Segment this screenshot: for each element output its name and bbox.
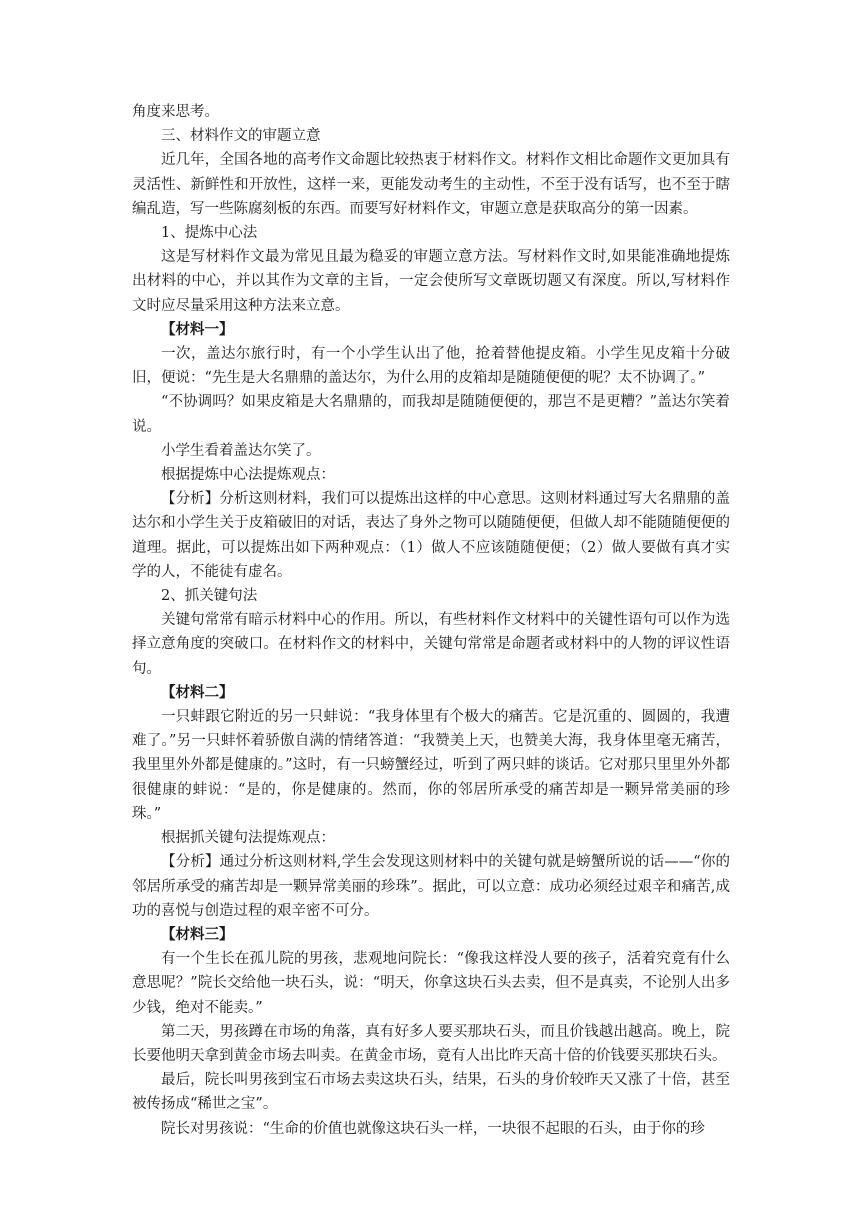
paragraph-continuation: 角度来思考。 <box>132 104 219 120</box>
subheading-method-2: 2、抓关键句法 <box>161 588 258 605</box>
material-label-3: 【材料三】 <box>161 925 234 943</box>
document-page <box>132 100 730 1141</box>
paragraph: 这是写材料作文最为常见且最为稳妥的审题立意方法。写材料作文时,如果能准确地提炼出材料的中心，并以其作为文章的主旨，一定会使所写文章既切题又有深度。所以,写材料作文时应尽量采用这种方法来立意。 <box>132 249 730 314</box>
section-heading-3: 三、材料作文的审题立意 <box>161 128 321 145</box>
analysis-paragraph: 【分析】通过分析这则材料,学生会发现这则材料中的关键句就是螃蟹所说的话——“你的邻居所承受的痛苦却是一颗异常美丽的珍珠”。据此，可以立意：成功必须经过艰辛和痛苦,成功的喜悦与创造过程的艰辛密不可分。 <box>132 854 730 919</box>
paragraph: 最后，院长叫男孩到宝石市场去卖这块石头，结果，石头的身价较昨天又涨了十倍，甚至被传扬成“稀世之宝”。 <box>132 1072 730 1113</box>
subheading-method-1: 1、提炼中心法 <box>161 225 258 242</box>
paragraph: 一次，盖达尔旅行时，有一个小学生认出了他，抢着替他提皮箱。小学生见皮箱十分破旧，便说：“先生是大名鼎鼎的盖达尔，为什么用的皮箱却是随随便便的呢？太不协调了。” <box>132 346 730 387</box>
paragraph: 第二天，男孩蹲在市场的角落，真有好多人要买那块石头，而且价钱越出越高。晚上，院长要他明天拿到黄金市场去叫卖。在黄金市场，竟有人出比昨天高十倍的价钱要买那块石头。 <box>132 1023 730 1064</box>
paragraph: “不协调吗？如果皮箱是大名鼎鼎的，而我却是随随便便的，那岂不是更糟？”盖达尔笑着说。 <box>132 394 730 435</box>
material-label-1: 【材料一】 <box>161 320 234 338</box>
paragraph: 有一个生长在孤儿院的男孩，悲观地问院长：“像我这样没人要的孩子，活着究竟有什么意思呢？”院长交给他一块石头，说：“明天，你拿这块石头去卖，但不是真卖，不论别人出多少钱，绝对不能卖。” <box>132 951 730 1016</box>
paragraph: 根据抓关键句法提炼观点： <box>161 830 335 847</box>
paragraph: 根据提炼中心法提炼观点： <box>161 467 335 484</box>
paragraph: 一只蚌跟它附近的另一只蚌说：“我身体里有个极大的痛苦。它是沉重的、圆圆的，我遭难了。”另一只蚌怀着骄傲自满的情绪答道：“我赞美上天，也赞美大海，我身体里毫无痛苦，我里里外外都是健康的。”这时，有一只螃蟹经过，听到了两只蚌的谈话。它对那只里里外外都很健康的蚌说：“是的，你是健康的。然而，你的邻居所承受的痛苦却是一颗异常美丽的珍珠。” <box>132 709 730 822</box>
material-label-2: 【材料二】 <box>161 683 234 701</box>
paragraph: 小学生看着盖达尔笑了。 <box>161 442 321 459</box>
paragraph-truncated: 院长对男孩说：“生命的价值也就像这块石头一样，一块很不起眼的石头，由于你的珍 <box>161 1120 705 1137</box>
paragraph: 近几年，全国各地的高考作文命题比较热衷于材料作文。材料作文相比命题作文更加具有灵活性、新鲜性和开放性，这样一来，更能发动考生的主动性，不至于没有话写，也不至于瞎编乱造，写一些陈腐刻板的东西。而要写好材料作文，审题立意是获取高分的第一因素。 <box>132 152 730 217</box>
paragraph: 关键句常常有暗示材料中心的作用。所以，有些材料作文材料中的关键性语句可以作为选择立意角度的突破口。在材料作文的材料中，关键句常常是命题者或材料中的人物的评议性语句。 <box>132 612 730 677</box>
analysis-paragraph: 【分析】分析这则材料，我们可以提炼出这样的中心意思。这则材料通过写大名鼎鼎的盖达尔和小学生关于皮箱破旧的对话，表达了身外之物可以随随便便，但做人却不能随随便便的道理。据此，可以提炼出如下两种观点：（1）做人不应该随随便便；（2）做人要做有真才实学的人，不能徒有虚名。 <box>132 491 730 580</box>
